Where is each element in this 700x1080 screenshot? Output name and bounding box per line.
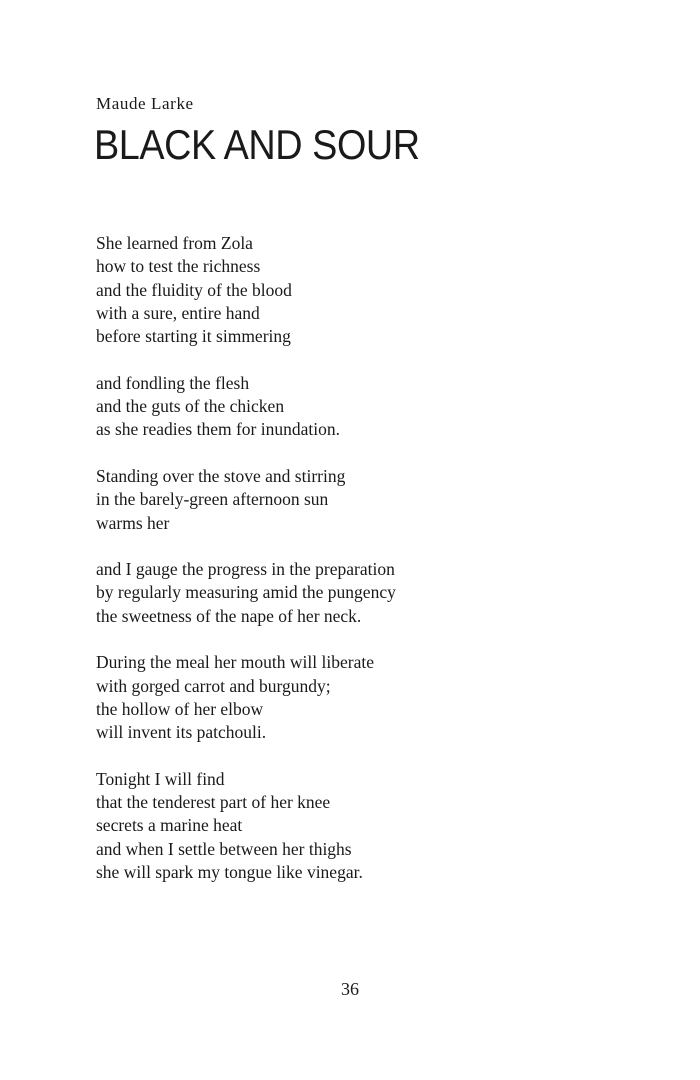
stanza (96, 232, 396, 348)
poem-line: in the barely-green afternoon sun (96, 489, 329, 510)
poem-title: BLACK AND SOUR (94, 121, 420, 168)
poem-line: before starting it simmering (96, 326, 291, 347)
poem-line: Tonight I will find (96, 768, 225, 789)
poem-line: the sweetness of the nape of her neck. (96, 605, 362, 626)
poem-line: and the guts of the chicken (96, 396, 285, 417)
author-name: Maude Larke (96, 94, 194, 113)
stanza (96, 768, 396, 884)
stanza (96, 465, 396, 535)
poem-line: She learned from Zola (96, 233, 253, 253)
poem-line: and fondling the flesh (96, 372, 250, 393)
poem-line: During the meal her mouth will liberate (96, 652, 374, 673)
stanza (96, 558, 396, 628)
poem-line: and the fluidity of the blood (96, 279, 292, 300)
poem-line: how to test the richness (96, 256, 261, 277)
poem-line: and when I settle between her thighs (96, 838, 352, 859)
poem-line: warms her (96, 512, 170, 533)
stanza (96, 372, 396, 442)
poem-line: and I gauge the progress in the preparation (96, 559, 395, 580)
poem-line: she will spark my tongue like vinegar. (96, 862, 363, 883)
poem-line: the hollow of her elbow (96, 698, 264, 719)
poem-line: Standing over the stove and stirring (96, 465, 346, 486)
stanza (96, 651, 396, 744)
page-number: 36 (341, 979, 359, 999)
poem-line: with gorged carrot and burgundy; (96, 675, 331, 696)
poem-line: by regularly measuring amid the pungency (96, 582, 396, 603)
poem-line: as she readies them for inundation. (96, 419, 340, 440)
poem-line: with a sure, entire hand (96, 302, 260, 323)
poem-body (96, 232, 396, 908)
poem-line: will invent its patchouli. (96, 722, 267, 743)
poem-line: secrets a marine heat (96, 815, 243, 836)
poem-line: that the tenderest part of her knee (96, 792, 331, 813)
